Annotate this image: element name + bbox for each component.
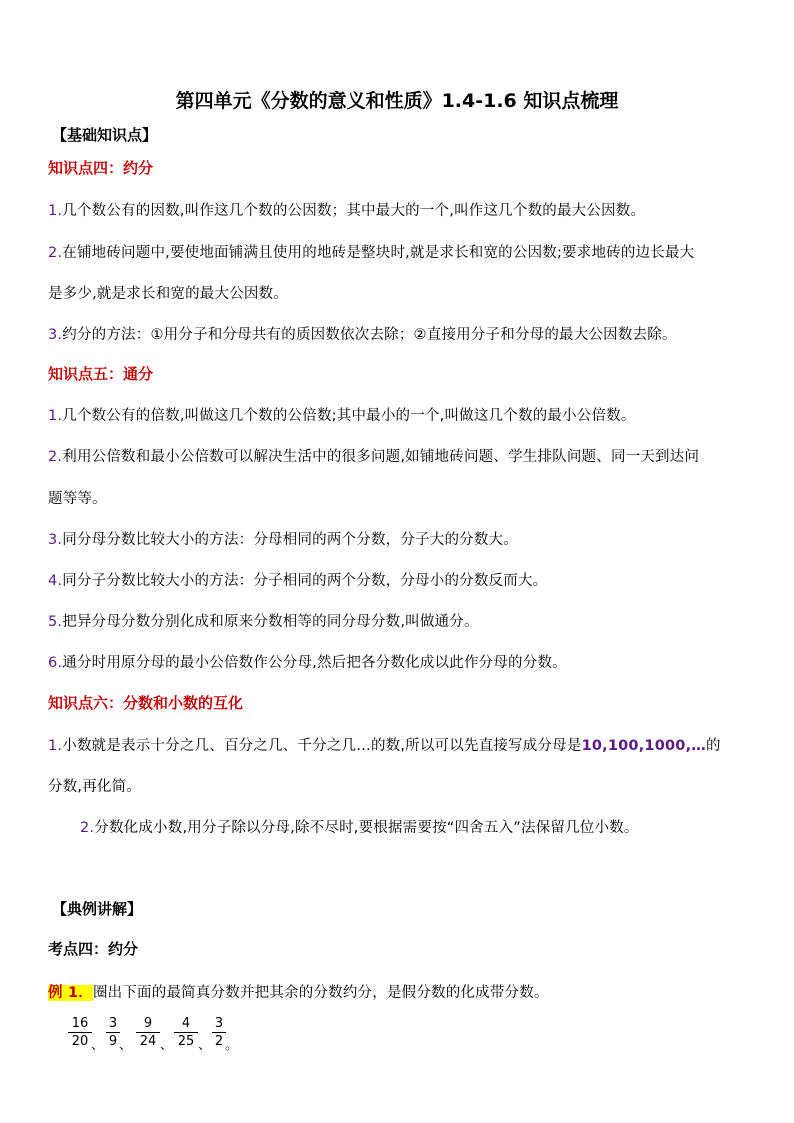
kp5-item-2 [48, 445, 699, 466]
fraction-bar [212, 1032, 226, 1033]
denominator: 24 [139, 1034, 157, 1049]
item-text: 几个数公有的因数,叫作这几个数的公因数；其中最大的一个,叫作这几个数的最大公因数。 [62, 203, 646, 219]
fraction [68, 1016, 92, 1049]
item-number: 2. [48, 245, 63, 261]
example-label [48, 985, 93, 1001]
item-number: 1. [48, 408, 63, 424]
item-text: 同分子分数比较大小的方法：分子相同的两个分数，分母小的分数反而大。 [62, 573, 548, 589]
kp6-item-2 [80, 816, 639, 837]
item-number: 2. [80, 820, 95, 836]
example-text: 圈出下面的最简真分数并把其余的分数约分，是假分数的化成带分数。 [92, 985, 549, 1001]
item-number: 3. [48, 532, 63, 548]
item-number: 2. [48, 449, 63, 465]
item-number: 3. [48, 327, 63, 343]
kp4-heading: 知识点四：约分 [48, 159, 154, 177]
kp6-heading: 知识点六：分数和小数的互化 [48, 694, 244, 712]
examples-header: 【典例讲解】 [52, 900, 143, 918]
kp5-item-2-cont: 题等等。 [48, 491, 107, 507]
kp5-item-1 [48, 404, 636, 425]
numerator: 4 [181, 1016, 191, 1031]
fraction-bar [174, 1032, 198, 1033]
item-text: 利用公倍数和最小公倍数可以解决生活中的很多问题,如铺地砖问题、学生排队问题、同一天到达问 [62, 449, 700, 465]
item-text: 小数就是表示十分之几、百分之几、千分之几…的数,所以可以先直接写成分母是 [62, 738, 582, 754]
fraction-bar [68, 1032, 92, 1033]
kp4-item-2-cont: 是多少,就是求长和宽的最大公因数。 [48, 286, 289, 302]
example-label-num: 1． [67, 985, 93, 1001]
item-text-end: 的 [706, 738, 721, 754]
item-text: 约分的方法：①用分子和分母共有的质因数依次去除；②直接用分子和分母的最大公因数去除。 [62, 327, 677, 343]
denominator: 2 [214, 1034, 224, 1049]
kp4-item-1 [48, 199, 645, 220]
decimal-denominators: 10,100,1000,… [581, 738, 706, 754]
item-text: 几个数公有的倍数,叫做这几个数的公倍数;其中最小的一个,叫做这几个数的最小公倍数。 [62, 408, 636, 424]
item-text: 分数化成小数,用分子除以分母,除不尽时,要根据需要按“四舍五入”法保留几位小数。 [94, 820, 639, 836]
item-number: 1. [48, 203, 63, 219]
fraction-bar [106, 1032, 120, 1033]
kp6-item-1 [48, 734, 721, 755]
item-number: 4. [48, 573, 63, 589]
item-text: 在铺地砖问题中,要使地面铺满且使用的地砖是整块时,就是求长和宽的公因数;要求地砖的边长最大 [62, 245, 695, 261]
denominator: 9 [108, 1034, 118, 1049]
fraction [174, 1016, 198, 1049]
example-1 [48, 981, 549, 1002]
numerator: 16 [71, 1016, 89, 1031]
basic-knowledge-header: 【基础知识点】 [52, 126, 158, 144]
item-number: 1. [48, 738, 63, 754]
separator: 、 [91, 1038, 105, 1053]
topic4-heading: 考点四：约分 [48, 940, 139, 958]
fraction-bar [136, 1032, 160, 1033]
item-number: 6. [48, 655, 63, 671]
kp5-item-3 [48, 528, 518, 549]
kp4-item-3 [48, 323, 677, 344]
separator: 。 [225, 1038, 239, 1053]
page-title: 第四单元《分数的意义和性质》1.4-1.6 知识点梳理 [175, 90, 619, 112]
fraction [136, 1016, 160, 1049]
numerator: 3 [108, 1016, 118, 1031]
example-label-li: 例 [48, 985, 63, 1001]
kp5-heading: 知识点五：通分 [48, 365, 154, 383]
separator: 、 [160, 1038, 174, 1053]
kp6-item-1-cont: 分数,再化简。 [48, 779, 142, 795]
separator: 、 [119, 1038, 133, 1053]
fraction [106, 1016, 120, 1049]
item-text: 同分母分数比较大小的方法：分母相同的两个分数，分子大的分数大。 [62, 532, 518, 548]
kp5-item-6 [48, 651, 567, 672]
numerator: 3 [214, 1016, 224, 1031]
denominator: 20 [71, 1034, 89, 1049]
separator: 、 [198, 1038, 212, 1053]
numerator: 9 [143, 1016, 153, 1031]
item-text: 通分时用原分母的最小公倍数作公分母,然后把各分数化成以此作分母的分数。 [62, 655, 567, 671]
fraction [212, 1016, 226, 1049]
kp4-item-2 [48, 241, 694, 262]
item-text: 把异分母分数分别化成和原来分数相等的同分母分数,叫做通分。 [62, 614, 479, 630]
kp5-item-5 [48, 610, 479, 631]
item-number: 5. [48, 614, 63, 630]
kp5-item-4 [48, 569, 547, 590]
denominator: 25 [177, 1034, 195, 1049]
